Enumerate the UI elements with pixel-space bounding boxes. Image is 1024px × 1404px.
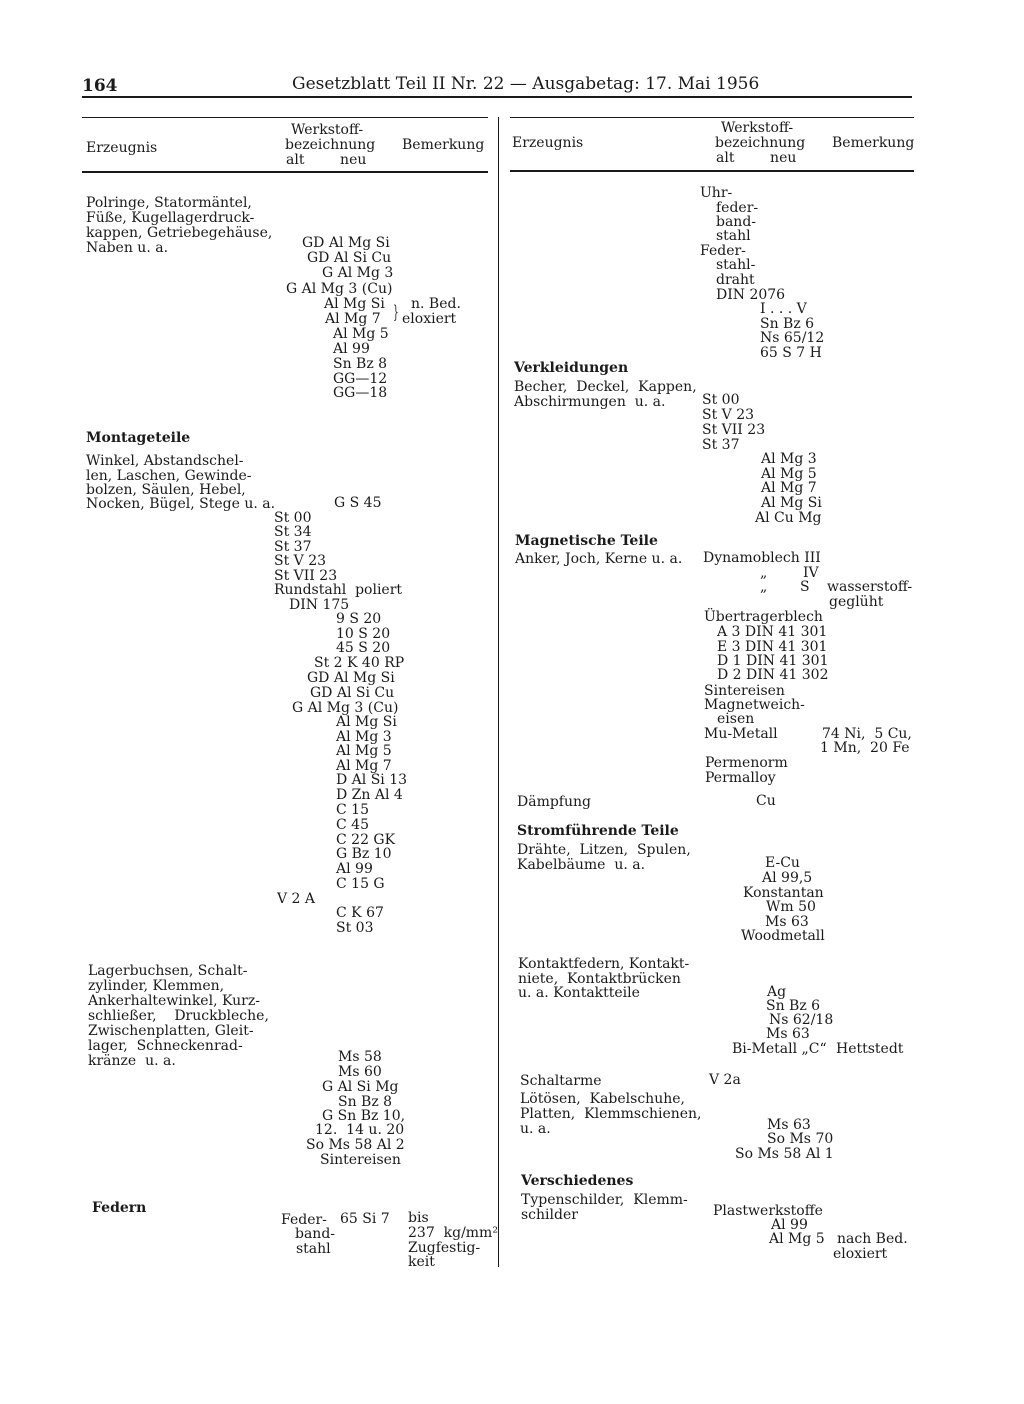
material: Al 99	[333, 341, 370, 357]
material-alt: DIN 2076	[716, 287, 786, 303]
product-winkel-line: len, Laschen, Gewinde-	[86, 468, 252, 484]
material: Permenorm	[705, 755, 788, 771]
material-alt: St 34	[274, 524, 312, 540]
material: Ns 65/12	[760, 330, 825, 346]
product-polringe-line: Naben u. a.	[86, 240, 169, 256]
material: Sn Bz 6	[766, 998, 821, 1014]
material: Übertragerblech	[704, 609, 823, 625]
material: Magnetweich-	[704, 697, 805, 713]
product-schaltarme: Schaltarme	[520, 1073, 602, 1089]
material-alt: Uhr-	[700, 185, 733, 201]
product-winkel-line: bolzen, Säulen, Hebel,	[86, 482, 246, 498]
material-alt: St 00	[274, 510, 312, 526]
product-polringe-line: Polringe, Statormäntel,	[86, 195, 252, 211]
header-rule	[82, 96, 912, 98]
material-alt: St 37	[702, 437, 740, 453]
material: IV	[803, 565, 819, 581]
product-lager-line: kränze u. a.	[88, 1053, 176, 1069]
material: 9 S 20	[336, 611, 382, 627]
page-header-title: Gesetzblatt Teil II Nr. 22 — Ausgabetag: 17. Mai 1956	[292, 74, 760, 94]
col-header-werkstoff-left: Werkstoff-	[291, 122, 364, 138]
col-header-bemerkung-right: Bemerkung	[832, 135, 915, 151]
material: Al 99,5	[762, 870, 813, 886]
remark: Hettstedt	[836, 1041, 904, 1057]
material: Ms 63	[765, 914, 809, 930]
section-heading-verschiedenes: Verschiedenes	[521, 1173, 634, 1189]
material: Al Mg 5	[333, 326, 389, 342]
material: Wm 50	[766, 899, 816, 915]
product-becher-line: Abschirmungen u. a.	[514, 394, 666, 410]
col-header-alt-neu-right: alt neu	[716, 150, 797, 166]
remark: bis	[408, 1210, 429, 1226]
material-alt: St VII 23	[702, 422, 766, 438]
material-alt: stahl	[716, 228, 751, 244]
material: S	[800, 579, 810, 595]
material: GD Al Si Cu	[310, 685, 395, 701]
material-alt: Rundstahl poliert	[274, 582, 403, 598]
remark: n. Bed.	[411, 296, 461, 312]
material: G S 45	[334, 495, 382, 511]
material: C 45	[336, 817, 369, 833]
material: C 15 G	[336, 876, 385, 892]
material: G Bz 10	[336, 846, 392, 862]
remark: keit	[408, 1254, 435, 1270]
material-alt: Feder-	[281, 1212, 327, 1228]
product-draehte-line: Kabelbäume u. a.	[517, 857, 646, 873]
material: Al Mg 5	[769, 1231, 825, 1247]
material-alt: St VII 23	[274, 568, 338, 584]
material: Ms 63	[767, 1117, 811, 1133]
remark: Zugfestig-	[408, 1240, 481, 1256]
material: GG—12	[333, 371, 388, 387]
ditto-mark: „	[760, 565, 768, 581]
material: Al Mg Si	[336, 714, 397, 730]
remark: eloxiert	[833, 1246, 888, 1262]
material: C 15	[336, 802, 369, 818]
col-header-bezeichnung-right: bezeichnung	[715, 135, 806, 151]
product-loetoesen-line: u. a.	[520, 1121, 551, 1137]
product-loetoesen-line: Platten, Klemmschienen,	[520, 1106, 702, 1122]
material: Al Mg 7	[336, 758, 392, 774]
product-draehte-line: Drähte, Litzen, Spulen,	[517, 842, 691, 858]
material: Al 99	[336, 861, 373, 877]
material: St 03	[336, 920, 374, 936]
section-heading-montageteile: Montageteile	[86, 430, 191, 446]
material: G Al Mg 3 (Cu)	[292, 700, 399, 716]
material: Al Mg Si	[761, 495, 822, 511]
material-alt: DIN 175	[289, 597, 350, 613]
remark: geglüht	[829, 594, 884, 610]
material: Al Mg Si	[324, 296, 385, 312]
material-alt: St V 23	[274, 553, 327, 569]
material-alt: stahl	[296, 1241, 331, 1257]
material-alt: draht	[716, 272, 755, 288]
material: Al Mg 7	[325, 311, 381, 327]
section-heading-verkleidungen: Verkleidungen	[514, 360, 629, 376]
product-typen-line: schilder	[521, 1207, 578, 1223]
material: Plastwerkstoffe	[713, 1203, 823, 1219]
material: E 3 DIN 41 301	[717, 639, 828, 655]
material: Ms 63	[766, 1026, 810, 1042]
col-header-bemerkung-left: Bemerkung	[402, 137, 485, 153]
remark: 74 Ni, 5 Cu,	[822, 726, 912, 742]
ditto-mark: „	[760, 579, 768, 595]
remark: 1 Mn, 20 Fe	[820, 740, 910, 756]
material: St 2 K 40 RP	[314, 655, 405, 671]
material: Mu-Metall	[704, 726, 778, 742]
product-winkel-line: Winkel, Abstandschel-	[86, 453, 244, 469]
material: Ms 60	[338, 1064, 382, 1080]
product-lager-line: Zwischenplatten, Gleit-	[88, 1023, 254, 1039]
col-header-erzeugnis-right: Erzeugnis	[512, 135, 584, 151]
material: A 3 DIN 41 301	[717, 624, 828, 640]
product-loetoesen-line: Lötösen, Kabelschuhe,	[520, 1091, 685, 1107]
table-rule-top-left	[82, 117, 488, 118]
material: Al Mg 3	[336, 729, 392, 745]
product-daempfung: Dämpfung	[517, 794, 591, 810]
product-typen-line: Typenschilder, Klemm-	[521, 1192, 688, 1208]
material: GD Al Si Cu	[307, 250, 392, 266]
remark: eloxiert	[402, 311, 457, 327]
material: Cu	[756, 793, 776, 809]
material: GD Al Mg Si	[302, 235, 390, 251]
remark: nach Bed.	[837, 1231, 908, 1247]
material: D 1 DIN 41 301	[717, 653, 829, 669]
product-kontakt-line: niete, Kontaktbrücken	[518, 971, 681, 987]
remark: wasserstoff-	[827, 579, 913, 595]
product-lager-line: Lagerbuchsen, Schalt-	[88, 963, 248, 979]
material: Woodmetall	[741, 928, 825, 944]
section-heading-magnetische-teile: Magnetische Teile	[515, 533, 658, 549]
material-alt: feder-	[716, 200, 759, 216]
material: Konstantan	[743, 885, 824, 901]
material: Al 99	[771, 1217, 808, 1233]
col-header-erzeugnis-left: Erzeugnis	[86, 140, 158, 156]
material: D Al Si 13	[336, 772, 408, 788]
material: Al Mg 7	[761, 480, 817, 496]
product-anker: Anker, Joch, Kerne u. a.	[515, 551, 683, 567]
section-heading-federn: Federn	[92, 1200, 147, 1216]
material: C 22 GK	[336, 832, 396, 848]
material: D 2 DIN 41 302	[717, 667, 829, 683]
material-alt: band-	[716, 214, 757, 230]
material: So Ms 70	[767, 1131, 834, 1147]
product-lager-line: zylinder, Klemmen,	[88, 978, 225, 994]
table-rule-right	[510, 170, 914, 172]
remark: 237 kg/mm²	[408, 1225, 498, 1241]
material: Permalloy	[705, 770, 776, 786]
material: So Ms 58 Al 2	[306, 1137, 405, 1153]
material: Al Mg 3	[761, 451, 817, 467]
product-winkel-line: Nocken, Bügel, Stege u. a.	[86, 496, 276, 512]
material-alt: St 00	[702, 392, 740, 408]
product-lager-line: Ankerhaltewinkel, Kurz-	[88, 993, 260, 1009]
table-rule-left	[82, 171, 488, 173]
col-header-werkstoff-right: Werkstoff-	[721, 120, 794, 136]
material: C K 67	[336, 905, 384, 921]
material: Sn Bz 6	[760, 316, 815, 332]
col-header-bezeichnung-left: bezeichnung	[285, 137, 376, 153]
material-alt: St 37	[274, 539, 312, 555]
product-becher-line: Becher, Deckel, Kappen,	[514, 379, 697, 395]
product-kontakt-line: u. a. Kontaktteile	[518, 985, 640, 1001]
material: E-Cu	[765, 855, 800, 871]
product-lager-line: lager, Schneckenrad-	[88, 1038, 243, 1054]
material-alt: St V 23	[702, 407, 755, 423]
material: 12. 14 u. 20	[315, 1122, 405, 1138]
material-alt: V 2 A	[277, 891, 316, 907]
material: Al Cu Mg	[755, 510, 822, 526]
material: Ns 62/18	[769, 1012, 834, 1028]
table-rule-top-right	[510, 117, 914, 118]
material: G Al Mg 3	[322, 265, 394, 281]
product-lager-line: schließer, Druckbleche,	[88, 1008, 269, 1024]
material: Al Mg 5	[336, 743, 392, 759]
section-heading-stromfuehrende-teile: Stromführende Teile	[517, 823, 679, 839]
material: Ms 58	[338, 1049, 382, 1065]
material: D Zn Al 4	[336, 787, 403, 803]
material: G Sn Bz 10,	[322, 1108, 406, 1124]
material: GD Al Mg Si	[307, 670, 395, 686]
product-polringe-line: Füße, Kugellagerdruck-	[86, 210, 255, 226]
brace: }	[393, 302, 399, 323]
material: V 2a	[709, 1072, 741, 1088]
material-alt: Feder-	[700, 243, 746, 259]
material: 65 S 7 H	[760, 345, 822, 361]
material: GG—18	[333, 385, 388, 401]
material: 65 Si 7	[340, 1211, 390, 1227]
product-kontakt-line: Kontaktfedern, Kontakt-	[518, 956, 690, 972]
material: G Al Mg 3 (Cu)	[286, 281, 393, 297]
material: eisen	[717, 711, 755, 727]
material: Bi-Metall „C“	[732, 1041, 827, 1057]
material: Sn Bz 8	[333, 356, 388, 372]
material: 45 S 20	[336, 640, 391, 656]
material: Ag	[767, 984, 787, 1000]
material-alt: stahl-	[716, 257, 756, 273]
product-polringe-line: kappen, Getriebegehäuse,	[86, 225, 273, 241]
material-alt: band-	[295, 1226, 336, 1242]
column-divider	[498, 117, 499, 1267]
material: Dynamoblech III	[703, 550, 821, 566]
material: Sn Bz 8	[338, 1094, 393, 1110]
material: So Ms 58 Al 1	[735, 1146, 834, 1162]
col-header-alt-neu-left: alt neu	[286, 152, 367, 168]
material: Al Mg 5	[761, 466, 817, 482]
material: 10 S 20	[336, 626, 391, 642]
material: Sintereisen	[320, 1152, 401, 1168]
material: G Al Si Mg	[322, 1079, 399, 1095]
material: Sintereisen	[704, 683, 785, 699]
material: I . . . V	[760, 301, 807, 317]
page-number: 164	[82, 76, 118, 96]
